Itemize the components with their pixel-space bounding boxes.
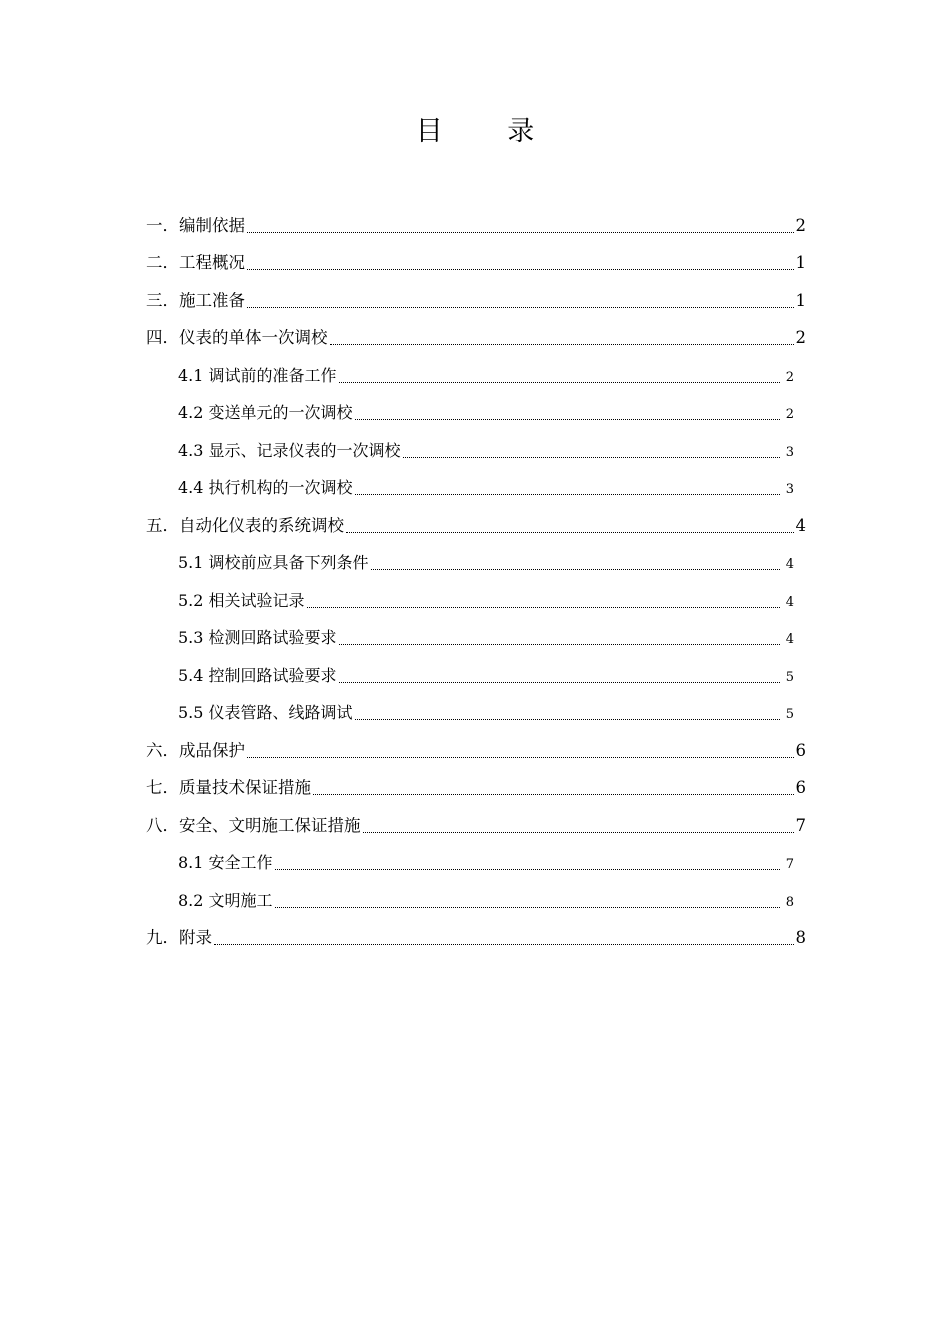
dot-leader xyxy=(346,532,794,533)
toc-entry[interactable] xyxy=(146,878,806,916)
toc-entry-label: 四．仪表的单体一次调校 xyxy=(146,328,328,347)
dot-leader xyxy=(371,569,780,570)
toc-entry-label: 七．质量技术保证措施 xyxy=(146,778,311,797)
toc-entry-label: 一．编制依据 xyxy=(146,215,245,235)
toc-entry-label: 五．自动化仪表的系统调校 xyxy=(146,515,344,535)
dot-leader xyxy=(247,307,794,308)
toc-entry-page-number: 6 xyxy=(795,778,806,797)
dot-leader xyxy=(355,419,780,420)
toc-entry-label: 8.2 文明施工 xyxy=(178,890,273,910)
dot-leader xyxy=(214,944,794,945)
toc-title: 目 录 xyxy=(415,116,563,147)
toc-entry[interactable] xyxy=(146,203,806,241)
toc-entry-label: 4.1 调试前的准备工作 xyxy=(178,365,337,385)
toc-entry[interactable] xyxy=(146,616,806,654)
toc-entry-label: 六．成品保护 xyxy=(146,740,245,760)
toc-entry-page-number: 5 xyxy=(785,707,794,722)
toc-entry-page-number: 4 xyxy=(785,594,794,610)
toc-entry[interactable] xyxy=(146,503,806,541)
toc-entry-page-number: 4 xyxy=(785,632,794,647)
dot-leader xyxy=(403,457,780,458)
toc-entry[interactable] xyxy=(146,466,806,504)
dot-leader xyxy=(330,344,794,345)
dot-leader xyxy=(275,907,780,908)
toc-entry[interactable] xyxy=(146,578,806,616)
dot-leader xyxy=(275,869,780,870)
dot-leader xyxy=(339,682,780,683)
toc-entry-page-number: 8 xyxy=(795,928,806,947)
toc-entry-page-number: 3 xyxy=(785,444,794,460)
toc-entry-page-number: 2 xyxy=(785,369,794,385)
toc-entry-page-number: 2 xyxy=(795,215,806,235)
dot-leader xyxy=(339,644,780,645)
toc-entry-label: 4.3 显示、记录仪表的一次调校 xyxy=(178,440,401,460)
dot-leader xyxy=(363,832,794,833)
toc-entry-label: 5.2 相关试验记录 xyxy=(178,590,305,610)
toc-entry[interactable] xyxy=(146,316,806,354)
toc-entry[interactable] xyxy=(146,841,806,879)
toc-entry-label: 5.1 调校前应具备下列条件 xyxy=(178,553,369,572)
toc-entry[interactable] xyxy=(146,728,806,766)
toc-entry-label: 八．安全、文明施工保证措施 xyxy=(146,815,361,835)
dot-leader xyxy=(247,269,794,270)
dot-leader xyxy=(307,607,780,608)
toc-entry[interactable] xyxy=(146,541,806,579)
toc-entry-page-number: 5 xyxy=(785,669,794,685)
toc-entry-page-number: 7 xyxy=(785,857,794,872)
toc-entry[interactable] xyxy=(146,766,806,804)
toc-entry-page-number: 6 xyxy=(795,740,806,760)
toc-entry-page-number: 7 xyxy=(795,815,806,835)
dot-leader xyxy=(247,232,794,233)
toc-entry-label: 5.4 控制回路试验要求 xyxy=(178,665,337,685)
toc-entry-page-number: 3 xyxy=(785,482,794,497)
toc-entry[interactable] xyxy=(146,391,806,429)
toc-entry[interactable] xyxy=(146,428,806,466)
toc-entry[interactable] xyxy=(146,241,806,279)
toc-entry-label: 4.4 执行机构的一次调校 xyxy=(178,478,353,497)
toc-entry[interactable] xyxy=(146,653,806,691)
dot-leader xyxy=(339,382,780,383)
toc-entry[interactable] xyxy=(146,916,806,954)
toc-entry-page-number: 2 xyxy=(785,407,794,422)
toc-entry[interactable] xyxy=(146,353,806,391)
toc-entry[interactable] xyxy=(146,691,806,729)
toc-entry-page-number: 1 xyxy=(795,253,806,272)
toc-entry-label: 5.5 仪表管路、线路调试 xyxy=(178,703,353,722)
toc-entry[interactable] xyxy=(146,278,806,316)
toc-entry[interactable] xyxy=(146,803,806,841)
toc-entry-page-number: 2 xyxy=(795,328,806,347)
toc-entry-label: 8.1 安全工作 xyxy=(178,853,273,872)
toc-entry-label: 4.2 变送单元的一次调校 xyxy=(178,403,353,422)
toc-entry-page-number: 4 xyxy=(785,557,794,572)
toc-entry-page-number: 1 xyxy=(795,290,806,310)
dot-leader xyxy=(355,719,780,720)
toc-entry-label: 5.3 检测回路试验要求 xyxy=(178,628,337,647)
toc-entry-page-number: 4 xyxy=(795,515,806,535)
toc-entry-label: 三．施工准备 xyxy=(146,290,245,310)
toc-entry-label: 二．工程概况 xyxy=(146,253,245,272)
toc-entry-page-number: 8 xyxy=(785,894,794,910)
dot-leader xyxy=(355,494,780,495)
toc-list xyxy=(146,203,806,953)
dot-leader xyxy=(247,757,794,758)
toc-entry-label: 九．附录 xyxy=(146,928,212,947)
dot-leader xyxy=(313,794,794,795)
